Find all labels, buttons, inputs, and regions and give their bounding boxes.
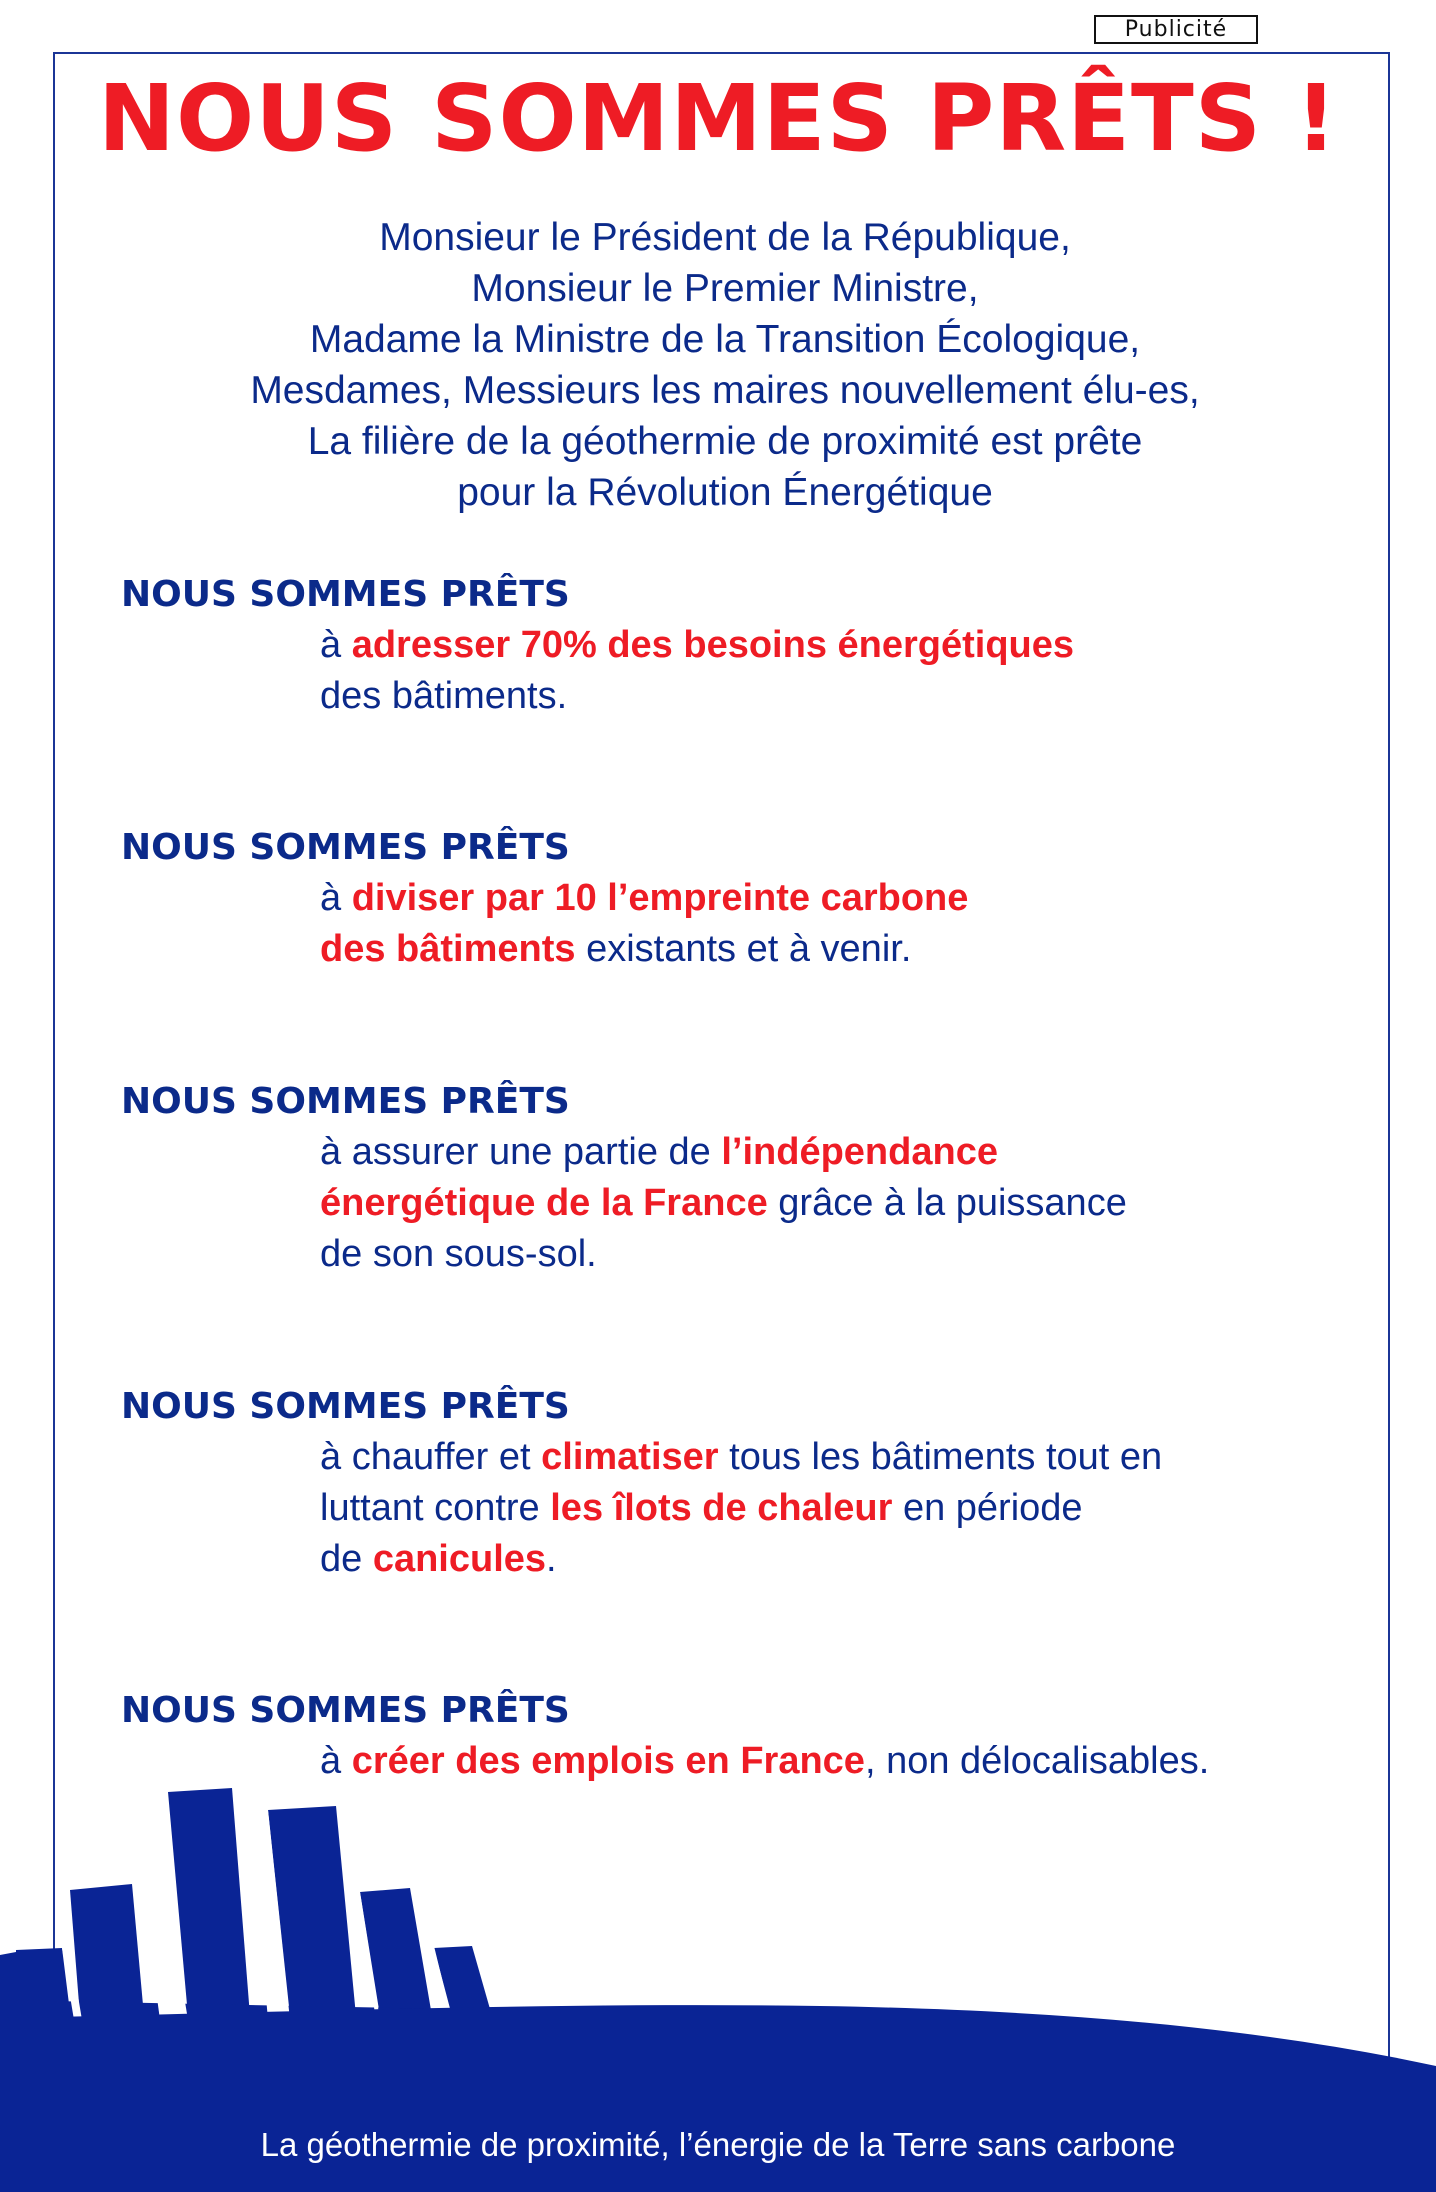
highlight-text: les îlots de chaleur xyxy=(550,1487,893,1529)
salutation-line: La filière de la géothermie de proximité est prête xyxy=(307,420,1143,463)
text-span: grâce à la puissance xyxy=(767,1182,1127,1224)
highlight-text: énergétique de la France xyxy=(320,1182,768,1224)
highlight-text: diviser par 10 l’empreinte carbone xyxy=(351,877,969,919)
statement-line xyxy=(320,924,968,975)
statement-block-3 xyxy=(121,1077,1127,1280)
text-span: à assurer une partie de xyxy=(320,1131,722,1173)
statement-heading: NOUS SOMMES PRÊTS xyxy=(121,1081,570,1122)
statement-heading: NOUS SOMMES PRÊTS xyxy=(121,827,570,868)
highlight-text: l’indépendance xyxy=(721,1131,998,1173)
salutation xyxy=(80,212,1370,518)
text-span: à xyxy=(320,624,352,666)
salutation-line: Monsieur le Premier Ministre, xyxy=(471,267,979,310)
highlight-text: canicules xyxy=(372,1538,547,1580)
statement-block-4 xyxy=(121,1382,1162,1585)
statement-block-2 xyxy=(121,823,968,975)
statement-line: de son sous-sol. xyxy=(320,1233,597,1275)
text-span: à xyxy=(320,877,352,919)
statement-line xyxy=(320,1483,1162,1534)
text-span: en période xyxy=(892,1487,1083,1529)
statement-heading: NOUS SOMMES PRÊTS xyxy=(121,574,570,615)
advertising-tag: Publicité xyxy=(1094,15,1258,44)
statement-body xyxy=(320,1127,1127,1280)
text-span: . xyxy=(546,1538,557,1580)
statement-heading: NOUS SOMMES PRÊTS xyxy=(121,1386,570,1427)
statement-line xyxy=(320,1432,1162,1483)
highlight-text: climatiser xyxy=(541,1436,719,1478)
statement-heading: NOUS SOMMES PRÊTS xyxy=(121,1690,570,1731)
text-span: tous les bâtiments tout en xyxy=(718,1436,1163,1478)
highlight-text: créer des emplois en France xyxy=(351,1740,865,1782)
salutation-line: Madame la Ministre de la Transition Écologique, xyxy=(309,318,1141,361)
salutation-line: Monsieur le Président de la République, xyxy=(379,216,1071,259)
statement-line xyxy=(320,873,968,924)
text-span: , non délocalisables. xyxy=(864,1740,1210,1782)
statement-line xyxy=(320,1178,1127,1229)
text-span: de xyxy=(320,1538,373,1580)
salutation-line: Mesdames, Messieurs les maires nouvellement élu-es, xyxy=(250,369,1200,412)
statement-line xyxy=(320,1534,1162,1585)
statement-line: des bâtiments. xyxy=(320,675,568,717)
statement-body xyxy=(320,1432,1162,1585)
text-span: luttant contre xyxy=(320,1487,551,1529)
statement-block-1 xyxy=(121,570,1074,722)
salutation-line: pour la Révolution Énergétique xyxy=(457,471,993,514)
statement-body xyxy=(320,873,968,975)
statement-line xyxy=(320,620,1074,671)
text-span: à chauffer et xyxy=(320,1436,542,1478)
highlight-text: des bâtiments xyxy=(320,928,576,970)
main-title: NOUS SOMMES PRÊTS ! xyxy=(97,65,1339,172)
statement-line xyxy=(320,1127,1127,1178)
statement-body xyxy=(320,620,1074,722)
statement-block-5 xyxy=(121,1686,1209,1787)
highlight-text: adresser 70% des besoins énergétiques xyxy=(351,624,1075,666)
text-span: à xyxy=(320,1740,352,1782)
footer-slogan: La géothermie de proximité, l’énergie de la Terre sans carbone xyxy=(260,2126,1176,2163)
text-span: existants et à venir. xyxy=(575,928,912,970)
